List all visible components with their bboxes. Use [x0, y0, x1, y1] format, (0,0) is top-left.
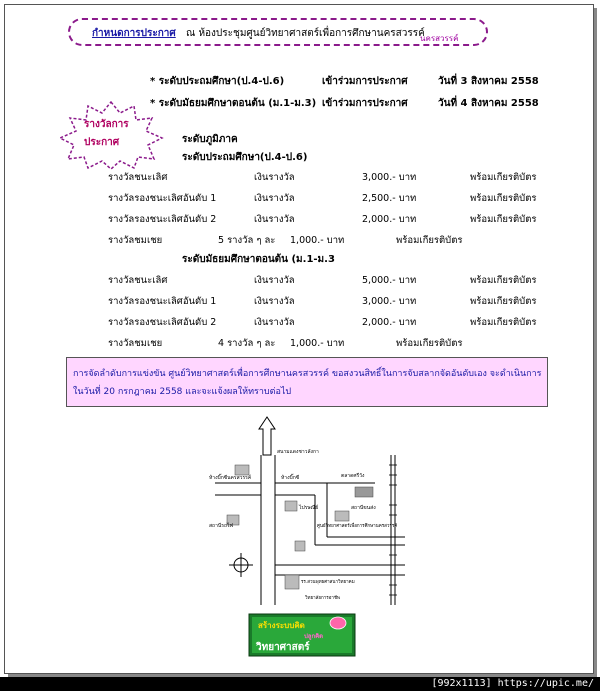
schedule-primary-date: วันที่ 3 สิงหาคม 2558	[438, 76, 539, 87]
award-type: เงินรางวัล	[254, 214, 295, 225]
badge-line-1: รางวัลการ	[84, 119, 129, 130]
award-certificate: พร้อมเกียรติบัตร	[470, 296, 537, 307]
frame-shadow-right	[594, 8, 597, 675]
award-name: รางวัลชมเชย	[108, 338, 163, 349]
award-certificate: พร้อมเกียรติบัตร	[396, 235, 463, 246]
notice-line-1: การจัดลำดับการแข่งขัน ศูนย์วิทยาศาสตร์เพื่อการศึกษานครสวรรค์ ขอสงวนสิทธิ์ในการจับสลากจัดอันดับเอง จะดำเนินการ	[73, 369, 542, 379]
location-map	[205, 415, 415, 610]
award-certificate: พร้อมเกียรติบัตร	[396, 338, 463, 349]
award-count: 5 รางวัล ๆ ละ	[218, 235, 276, 246]
award-name: รางวัลรองชนะเลิศอันดับ 2	[108, 214, 217, 225]
award-certificate: พร้อมเกียรติบัตร	[470, 214, 537, 225]
award-amount: 3,000.- บาท	[362, 296, 417, 307]
award-count: 4 รางวัล ๆ ละ	[218, 338, 276, 349]
map-label-4: ห้างบิ๊กซี	[281, 475, 300, 481]
schedule-primary-action: เข้าร่วมการประกาศ	[322, 76, 408, 87]
map-label-6: สถานีขนส่ง	[351, 505, 376, 511]
map-label-9: รร.สวนพุทธศาสนาวิทยาคม	[301, 580, 355, 585]
secondary-heading: ระดับมัธยมศึกษาตอนต้น (ม.1-ม.3	[182, 254, 335, 265]
award-amount: 1,000.- บาท	[290, 338, 345, 349]
award-amount: 2,000.- บาท	[362, 214, 417, 225]
announcement-venue: ณ ห้องประชุมศูนย์วิทยาศาสตร์เพื่อการศึกษานครสวรรค์	[186, 28, 425, 39]
award-certificate: พร้อมเกียรติบัตร	[470, 317, 537, 328]
award-name: รางวัลชนะเลิศ	[108, 172, 168, 183]
award-name: รางวัลชนะเลิศ	[108, 275, 168, 286]
image-host-footer	[0, 677, 600, 691]
footer-text: [992x1113] https://upic.me/	[431, 678, 594, 689]
map-label-8: สถานีรถไฟ	[209, 523, 234, 529]
notice-box	[66, 357, 548, 407]
region-heading: ระดับภูมิภาค	[182, 134, 238, 145]
notice-line-2: ในวันที่ 20 กรกฎาคม 2558 และจะแจ้งผลให้ทราบต่อไป	[73, 387, 292, 397]
award-name: รางวัลรองชนะเลิศอันดับ 2	[108, 317, 217, 328]
award-type: เงินรางวัล	[254, 317, 295, 328]
schedule-secondary-action: เข้าร่วมการประกาศ	[322, 98, 408, 109]
award-name: รางวัลรองชนะเลิศอันดับ 1	[108, 193, 217, 204]
award-amount: 1,000.- บาท	[290, 235, 345, 246]
award-name: รางวัลรองชนะเลิศอันดับ 1	[108, 296, 217, 307]
map-label-7: ศูนย์วิทยาศาสตร์เพื่อการศึกษานครสวรรค์	[317, 524, 398, 529]
award-certificate: พร้อมเกียรติบัตร	[470, 172, 537, 183]
award-type: เงินรางวัล	[254, 193, 295, 204]
award-type: เงินรางวัล	[254, 296, 295, 307]
schedule-secondary-level: * ระดับมัธยมศึกษาตอนต้น (ม.1-ม.3)	[150, 98, 317, 109]
award-amount: 3,000.- บาท	[362, 172, 417, 183]
award-certificate: พร้อมเกียรติบัตร	[470, 193, 537, 204]
schedule-primary-level: * ระดับประถมศึกษา(ป.4-ป.6)	[150, 76, 285, 87]
award-type: เงินรางวัล	[254, 275, 295, 286]
map-label-5: ไปรษณีย์	[299, 505, 319, 511]
map-label-1: สนามแดงชาวลังกา	[277, 449, 319, 455]
science-logo	[248, 613, 356, 657]
award-name: รางวัลชมเชย	[108, 235, 163, 246]
announcement-tail: นครสวรรค์	[420, 34, 459, 43]
award-type: เงินรางวัล	[254, 172, 295, 183]
award-certificate: พร้อมเกียรติบัตร	[470, 275, 537, 286]
award-amount: 2,000.- บาท	[362, 317, 417, 328]
map-label-10: วิทยาลัยการอาชีพ	[305, 596, 340, 601]
schedule-secondary-date: วันที่ 4 สิงหาคม 2558	[438, 98, 539, 109]
award-amount: 5,000.- บาท	[362, 275, 417, 286]
award-amount: 2,500.- บาท	[362, 193, 417, 204]
badge-line-2: ประกาศ	[84, 137, 120, 148]
primary-heading: ระดับประถมศึกษา(ป.4-ป.6)	[182, 152, 308, 163]
logo-line-2: ปลูกคิด	[304, 633, 324, 640]
announcement-title: กำหนดการประกาศ	[92, 28, 176, 39]
logo-line-3: วิทยาศาสตร์	[256, 642, 310, 653]
map-label-2: ห้างบิ๊กซีนครสวรรค์	[209, 475, 252, 481]
map-label-3: ตลาดศรีวัง	[341, 473, 365, 479]
logo-line-1: สร้างระบบคิด	[258, 621, 305, 630]
